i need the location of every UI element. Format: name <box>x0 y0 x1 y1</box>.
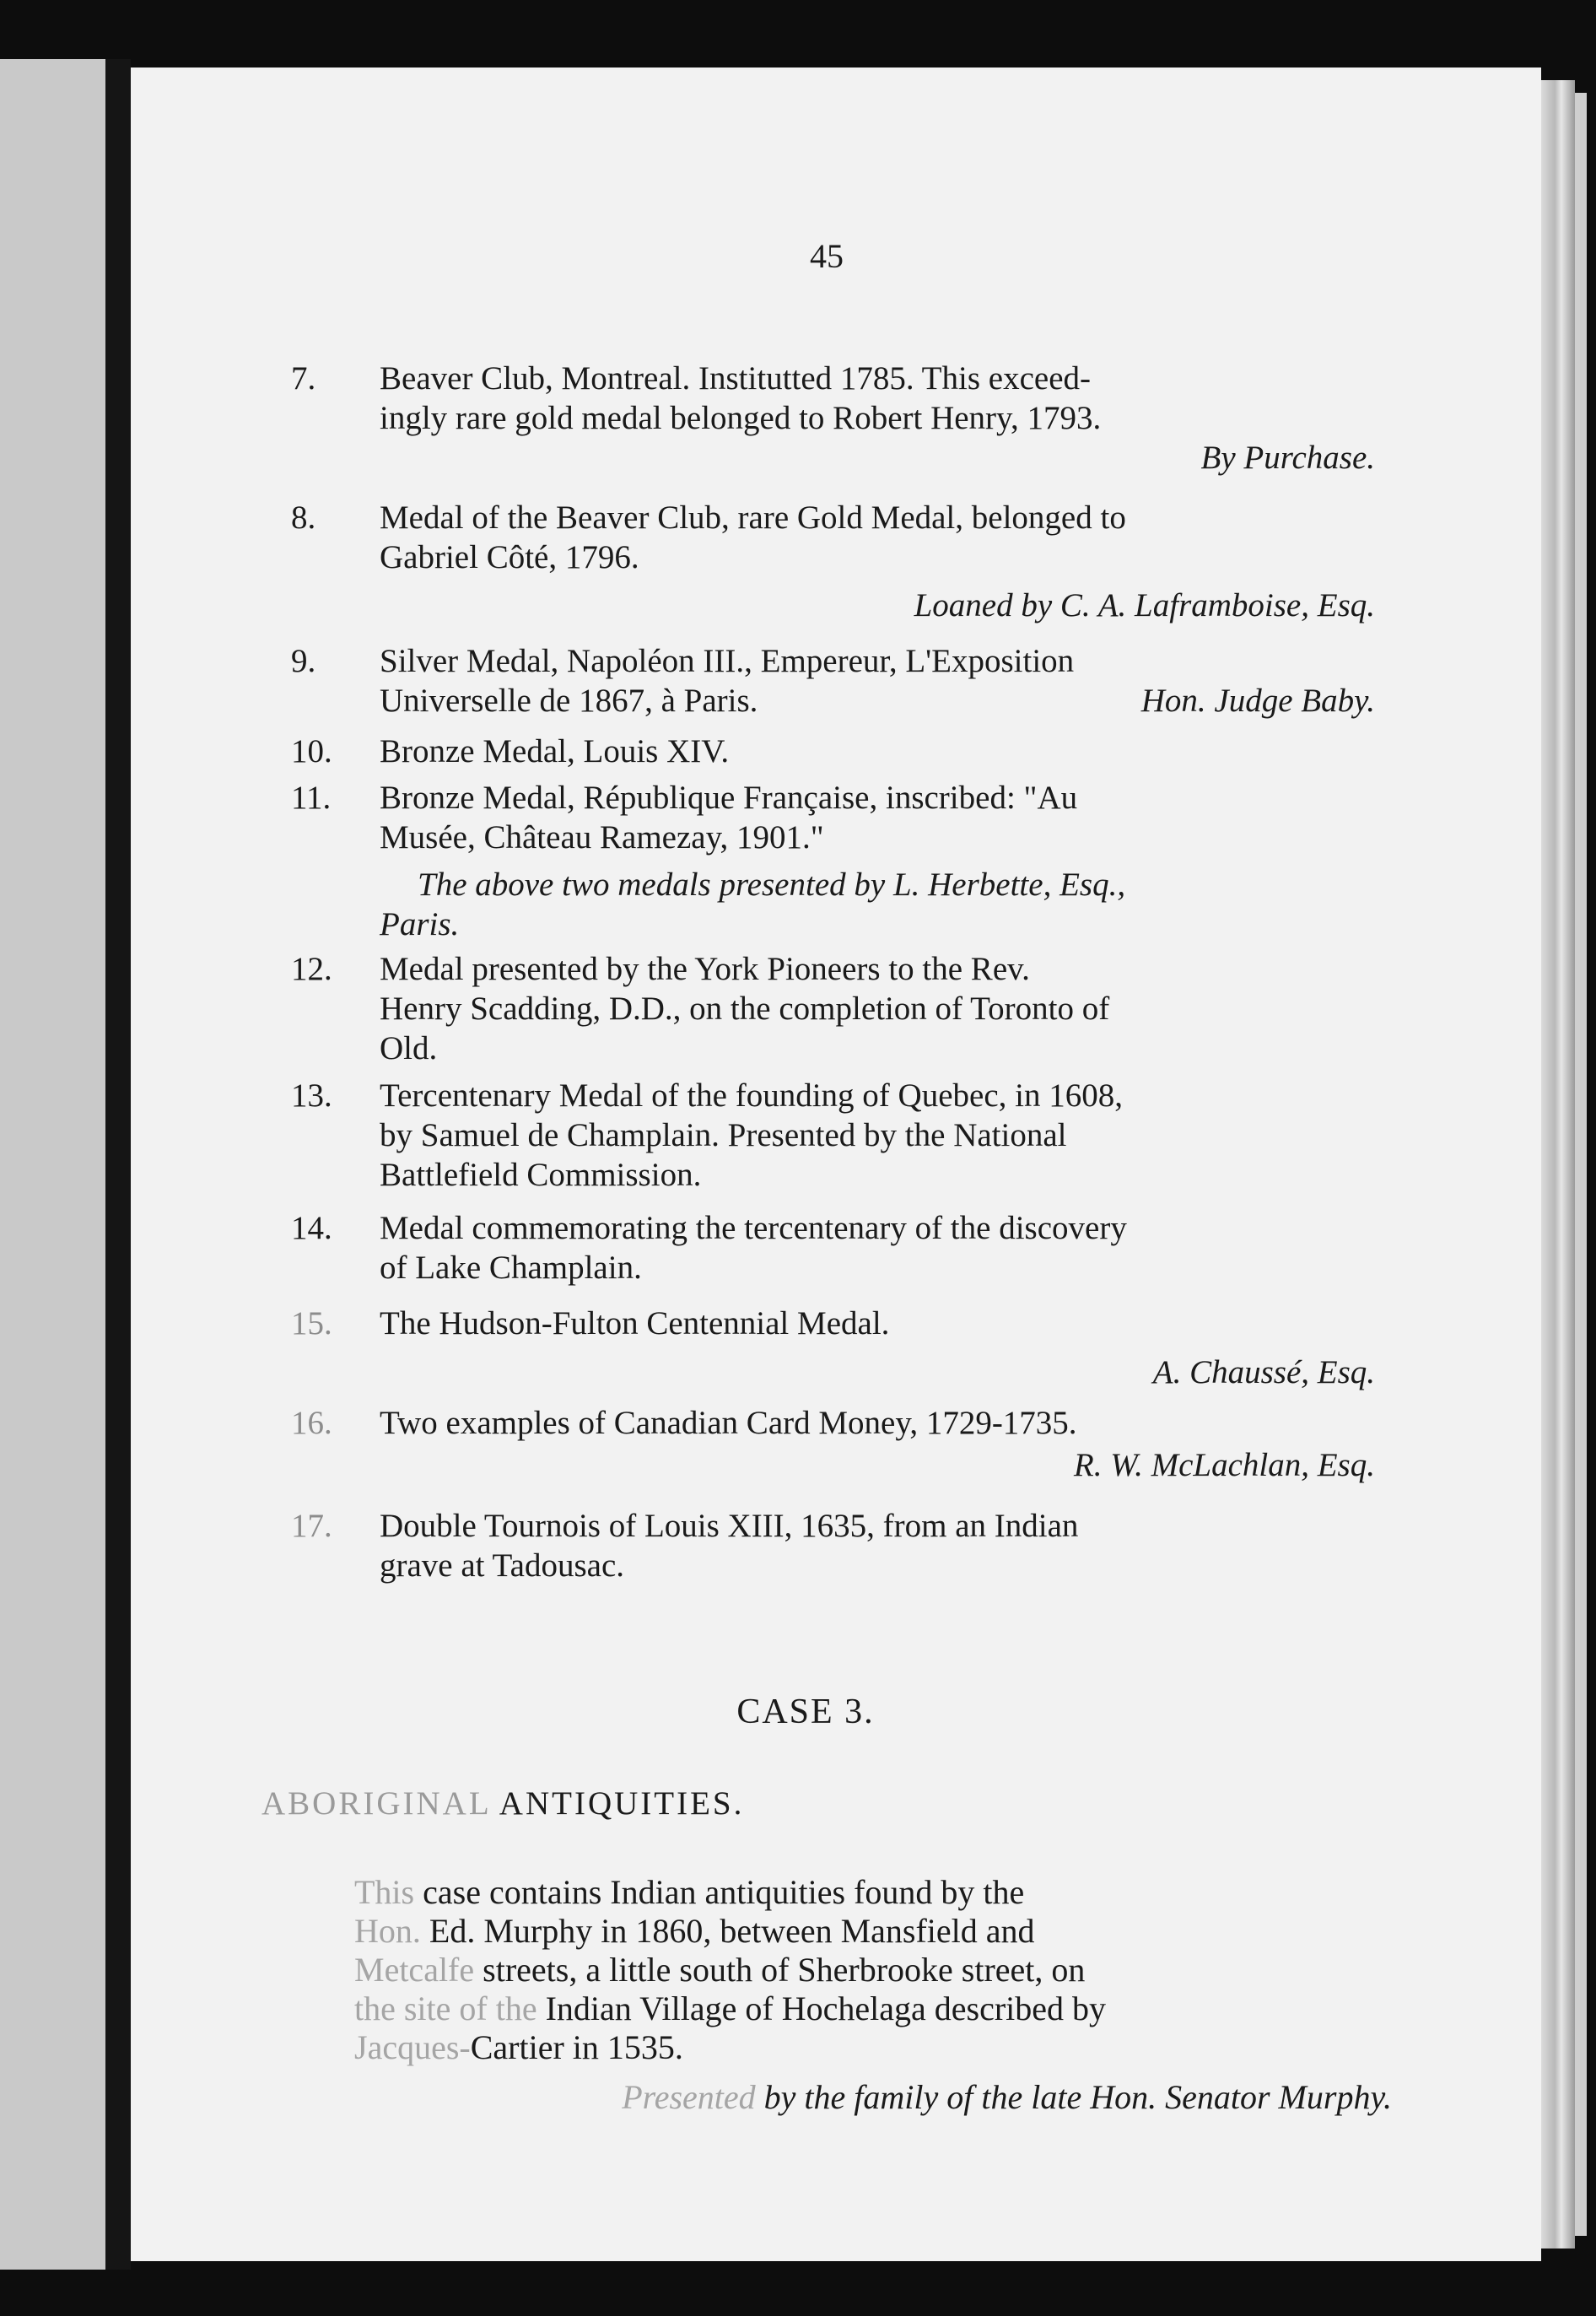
entry-line: of Lake Champlain. <box>380 1250 642 1286</box>
entry-line: Bronze Medal, République Française, inscribed: "Au <box>380 780 1078 816</box>
entry-credit: Loaned by C. A. Laframboise, Esq. <box>914 587 1375 624</box>
faded-text: Metcalfe <box>354 1951 483 1989</box>
entry-text <box>380 949 1405 1068</box>
case-heading: CASE 3. <box>736 1692 875 1731</box>
entry-line: Two examples of Canadian Card Money, 1729-1735. <box>380 1405 1077 1441</box>
entry-line: Silver Medal, Napoléon III., Empereur, L'Exposition <box>380 643 1075 679</box>
entry-note <box>380 865 1392 944</box>
paragraph-line <box>354 1989 1400 2028</box>
entry-number: 8. <box>291 499 316 536</box>
entry-line: Bronze Medal, Louis XIV. <box>380 733 730 769</box>
faded-text: Hon. <box>354 1912 429 1950</box>
entry-text <box>380 1076 1405 1195</box>
entry-line: by Samuel de Champlain. Presented by the National <box>380 1117 1067 1153</box>
paragraph-line <box>354 2028 1400 2067</box>
line-text: Ed. Murphy in 1860, between Mansfield and <box>429 1912 1035 1950</box>
entry-line: Medal of the Beaver Club, rare Gold Medal, belonged to <box>380 499 1126 536</box>
paragraph-line <box>354 1873 1400 1912</box>
document-page <box>131 67 1541 2261</box>
faded-text: This <box>354 1873 423 1911</box>
paragraph-line <box>354 1912 1400 1951</box>
line-text: streets, a little south of Sherbrooke street, on <box>483 1951 1086 1989</box>
entry-line: Medal presented by the York Pioneers to the Rev. <box>380 951 1030 987</box>
entry-line: Musée, Château Ramezay, 1901." <box>380 819 824 856</box>
entry-text <box>380 1304 1405 1343</box>
entry-text <box>380 1403 1405 1443</box>
faded-text: the site of the <box>354 1989 546 2027</box>
entry-line: Medal commemorating the tercentenary of the discovery <box>380 1210 1127 1246</box>
entry-text <box>380 359 1405 438</box>
note-line: Paris. <box>380 906 460 942</box>
entry-line: Universelle de 1867, à Paris. <box>380 683 758 719</box>
line-text: Indian Village of Hochelaga described by <box>545 1989 1107 2027</box>
paragraph-line <box>354 1951 1400 1989</box>
entry-number: 15. <box>291 1305 332 1342</box>
line-text: Cartier in 1535. <box>470 2028 683 2066</box>
entry-credit: By Purchase. <box>1200 440 1375 476</box>
entry-line: Henry Scadding, D.D., on the completion of Toronto of <box>380 991 1110 1027</box>
page-stack-edge-outer <box>1575 93 1587 2236</box>
facing-page-edge <box>0 59 105 2270</box>
page-number: 45 <box>810 237 844 275</box>
entry-text <box>380 732 1405 771</box>
entry-number: 11. <box>291 780 332 816</box>
entry-text <box>380 778 1405 857</box>
case-credit <box>354 2077 1392 2117</box>
section-heading-text: ANTIQUITIES. <box>490 1785 745 1822</box>
entry-text <box>380 1208 1405 1288</box>
entry-line: grave at Tadousac. <box>380 1547 625 1584</box>
entry-number: 12. <box>291 951 332 987</box>
faded-text: Presented <box>622 2078 764 2116</box>
entry-credit: R. W. McLachlan, Esq. <box>1073 1447 1375 1483</box>
section-heading-faded: ABORIGINAL <box>262 1785 491 1822</box>
entry-line: ingly rare gold medal belonged to Robert Henry, 1793. <box>380 400 1102 436</box>
entry-text <box>380 1506 1405 1585</box>
page-stack-edge <box>1541 80 1575 2249</box>
entry-number: 14. <box>291 1210 332 1246</box>
entry-line: Battlefield Commission. <box>380 1157 702 1193</box>
book-gutter <box>105 59 131 2270</box>
entry-line: Double Tournois of Louis XIII, 1635, from an Indian <box>380 1508 1079 1544</box>
entry-number: 13. <box>291 1077 332 1114</box>
entry-line: The Hudson-Fulton Centennial Medal. <box>380 1305 890 1342</box>
note-line: The above two medals presented by L. Herbette, Esq., <box>418 866 1126 903</box>
entry-line: Beaver Club, Montreal. Institutted 1785. This exceed- <box>380 360 1091 397</box>
section-heading <box>262 1784 1021 1822</box>
credit-text: by the family of the late Hon. Senator Murphy. <box>763 2078 1392 2116</box>
entry-number: 16. <box>291 1405 332 1441</box>
entry-text <box>380 498 1405 577</box>
entry-number: 7. <box>291 360 316 397</box>
faded-text: Jacques- <box>354 2028 471 2066</box>
case-description <box>354 1873 1400 2067</box>
entry-line: Old. <box>380 1030 438 1066</box>
entry-line: Tercentenary Medal of the founding of Quebec, in 1608, <box>380 1077 1123 1114</box>
entry-credit: A. Chaussé, Esq. <box>1152 1354 1375 1390</box>
entry-number: 10. <box>291 733 332 769</box>
entry-credit: Hon. Judge Baby. <box>1140 683 1375 719</box>
entry-number: 9. <box>291 643 316 679</box>
entry-line: Gabriel Côté, 1796. <box>380 539 639 575</box>
line-text: case contains Indian antiquities found by the <box>423 1873 1025 1911</box>
entry-number: 17. <box>291 1508 332 1544</box>
